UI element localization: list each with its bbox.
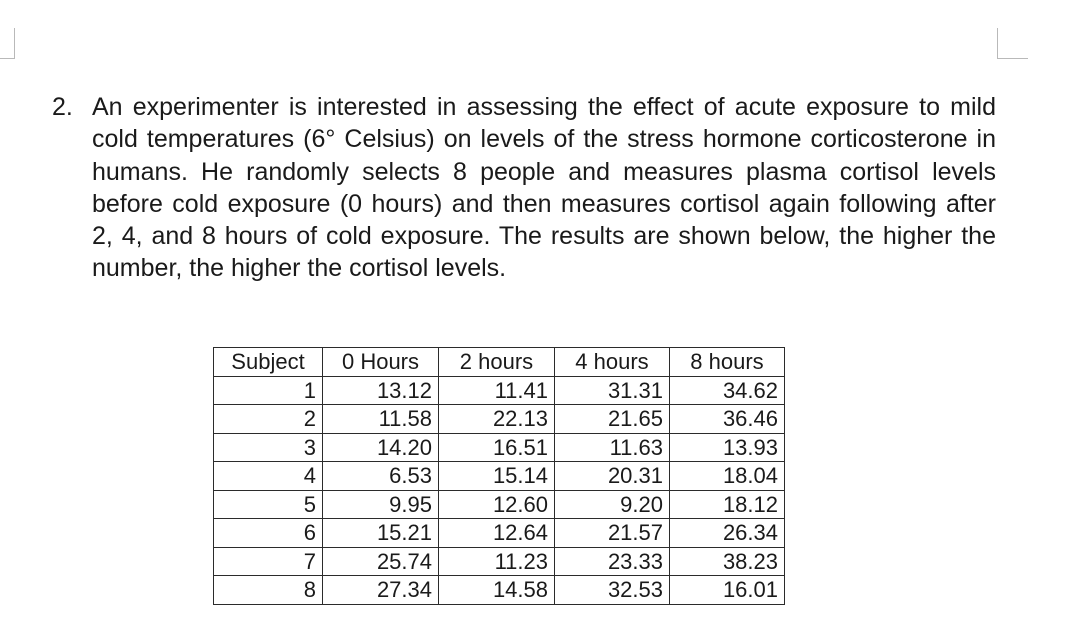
table-cell: 18.04	[670, 462, 785, 491]
subject-cell: 5	[214, 490, 323, 519]
table-cell: 11.58	[323, 405, 439, 434]
page-corner-mark-left	[0, 28, 15, 59]
column-header: 4 hours	[555, 348, 670, 377]
table-cell: 23.33	[555, 547, 670, 576]
table-cell: 26.34	[670, 519, 785, 548]
table-cell: 36.46	[670, 405, 785, 434]
subject-cell: 3	[214, 433, 323, 462]
table-row	[214, 462, 785, 491]
table-cell: 25.74	[323, 547, 439, 576]
column-header: Subject	[214, 348, 323, 377]
subject-cell: 7	[214, 547, 323, 576]
subject-cell: 6	[214, 519, 323, 548]
table-cell: 20.31	[555, 462, 670, 491]
table-cell: 16.01	[670, 576, 785, 605]
table-cell: 16.51	[439, 433, 555, 462]
table-row	[214, 405, 785, 434]
subject-cell: 1	[214, 376, 323, 405]
table-cell: 13.12	[323, 376, 439, 405]
subject-cell: 8	[214, 576, 323, 605]
table-row	[214, 490, 785, 519]
table-row	[214, 576, 785, 605]
table-row	[214, 376, 785, 405]
column-header: 2 hours	[439, 348, 555, 377]
subject-cell: 2	[214, 405, 323, 434]
table-cell: 12.60	[439, 490, 555, 519]
table-cell: 14.58	[439, 576, 555, 605]
subject-cell: 4	[214, 462, 323, 491]
table-row	[214, 433, 785, 462]
table-cell: 9.20	[555, 490, 670, 519]
cortisol-data-table	[213, 347, 785, 605]
table-cell: 12.64	[439, 519, 555, 548]
table-cell: 11.23	[439, 547, 555, 576]
question-block	[52, 91, 996, 285]
table-cell: 21.65	[555, 405, 670, 434]
column-header: 8 hours	[670, 348, 785, 377]
table-header-row	[214, 348, 785, 377]
question-text: An experimenter is interested in assessing the effect of acute exposure to mild cold temperatures (6° Celsius) on levels of the stress hormone corticosterone in humans. He randomly selects 8 people and measures plasma cortisol levels before cold exposure (0 hours) and then measures cortisol again following after 2, 4, and 8 hours of cold exposure. The results are shown below, the higher the number, the higher the cortisol levels.	[92, 93, 996, 283]
table-row	[214, 547, 785, 576]
table-cell: 15.14	[439, 462, 555, 491]
table-row	[214, 519, 785, 548]
table-cell: 11.63	[555, 433, 670, 462]
page-corner-mark-right	[997, 28, 1028, 59]
table-cell: 22.13	[439, 405, 555, 434]
table-cell: 6.53	[323, 462, 439, 491]
table-cell: 11.41	[439, 376, 555, 405]
table-cell: 38.23	[670, 547, 785, 576]
question-number: 2.	[52, 93, 73, 121]
table-cell: 34.62	[670, 376, 785, 405]
table-cell: 9.95	[323, 490, 439, 519]
table-cell: 31.31	[555, 376, 670, 405]
table-cell: 18.12	[670, 490, 785, 519]
table-cell: 21.57	[555, 519, 670, 548]
table-cell: 14.20	[323, 433, 439, 462]
column-header: 0 Hours	[323, 348, 439, 377]
table-cell: 15.21	[323, 519, 439, 548]
table-cell: 32.53	[555, 576, 670, 605]
table-cell: 27.34	[323, 576, 439, 605]
table-cell: 13.93	[670, 433, 785, 462]
